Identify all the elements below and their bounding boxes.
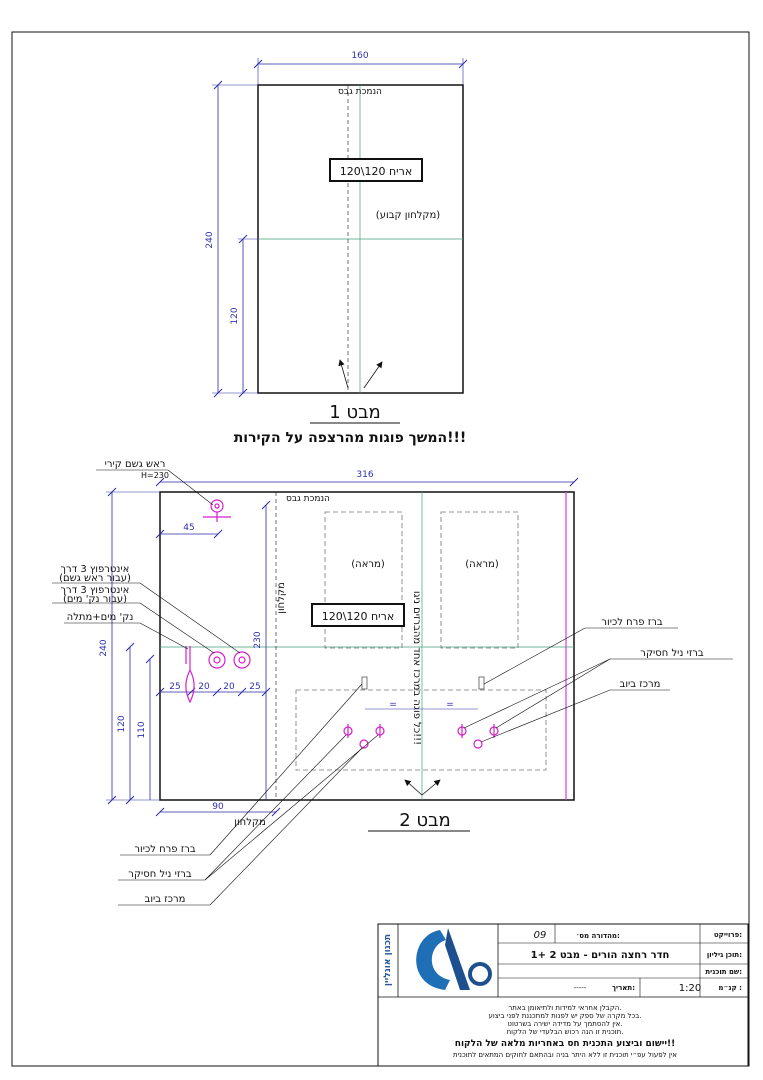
view1-dim-height: 240 bbox=[205, 231, 215, 249]
tb-date-value: ----- bbox=[573, 984, 587, 992]
tb-scale-label: קנ״מ : bbox=[718, 984, 742, 992]
view2-dim-height: 240 bbox=[99, 639, 109, 657]
view2-title: מבט 2 bbox=[399, 810, 451, 831]
view2-dim-110: 110 bbox=[137, 721, 147, 739]
view2-dim-230: 230 bbox=[253, 631, 263, 649]
tb-note-bold: יישום וביצוע התכנית חס באחריות מלאה של הלקוח!! bbox=[454, 1039, 676, 1049]
callout-angle-left: ברזי ניל חסיקר bbox=[128, 869, 192, 880]
title-block bbox=[378, 924, 748, 1066]
sheet-border bbox=[12, 32, 749, 1066]
view2-dim-20b: 20 bbox=[223, 682, 235, 692]
view2-shower-vertical: מקלחון bbox=[276, 582, 287, 614]
view2-dim-90: 90 bbox=[212, 802, 224, 812]
faucet-left-symbol bbox=[362, 677, 367, 689]
view2-dim-25a: 25 bbox=[169, 682, 181, 692]
callout-drain-right: מרכז ביוב bbox=[619, 679, 661, 690]
callout-intaflow2-a: אינטרפוץ 3 דרך bbox=[60, 585, 130, 596]
view1-ceiling-label: הנמכת גבס bbox=[338, 87, 382, 97]
view1-subtitle: המשך פוגות מהרצפה על הקירות!!! bbox=[233, 430, 467, 446]
callout-faucet-left: ברז פרח לכיור bbox=[134, 844, 196, 855]
view2-wall-outline bbox=[160, 492, 574, 800]
rain-head-symbol bbox=[203, 500, 231, 522]
view1-title: מבט 1 bbox=[329, 402, 381, 423]
view1-dim-width: 160 bbox=[351, 51, 369, 61]
callout-rain-head: ראש גשם קירי bbox=[104, 459, 166, 470]
view2-dim-45: 45 bbox=[183, 523, 195, 533]
view2-dim-20a: 20 bbox=[198, 682, 210, 692]
faucet-right-symbol bbox=[479, 677, 484, 689]
view-1 bbox=[205, 51, 467, 446]
view2-eq-right: = bbox=[446, 700, 454, 710]
tb-sheet-label: תוכן גיליון: bbox=[706, 951, 742, 959]
tb-project-label: פרוייקט: bbox=[713, 931, 742, 939]
view2-shower-bottom: מקלחון bbox=[234, 817, 266, 828]
tb-note-1: בכל מקרה של ספק יש לפנות למתכננת לפני ביצוע. bbox=[488, 1012, 642, 1020]
view1-dim-height-partial: 120 bbox=[230, 307, 240, 325]
callout-angle-right: ברזי ניל חסיקר bbox=[640, 648, 704, 659]
view2-eq-left: = bbox=[389, 700, 397, 710]
callout-intaflow1-a: אינטרפוץ 3 דרך bbox=[60, 564, 130, 575]
view1-shower-label: (מקלחון קבוע) bbox=[375, 210, 441, 221]
callout-rain-head-height: H=230 bbox=[141, 471, 169, 480]
mirror-right bbox=[441, 512, 518, 648]
callout-intaflow2-b: (עבור נק' מים) bbox=[62, 594, 128, 605]
mirror-right-label: (מראה) bbox=[465, 559, 499, 570]
view2-dim-120: 120 bbox=[117, 715, 127, 733]
callout-water-point: נק' מים+מתלה bbox=[66, 612, 134, 623]
view-2 bbox=[52, 459, 733, 905]
mirror-left-label: (מראה) bbox=[351, 559, 385, 570]
mirror-left bbox=[325, 512, 402, 648]
tb-sheet-value: חדר רחצה הורים - מבט 2 +1 bbox=[530, 950, 670, 961]
view1-tile-label: אריח 120\120 bbox=[339, 165, 413, 178]
tb-date-label: תאריך: bbox=[611, 984, 635, 992]
view2-ceiling-label: הנמכת גבס bbox=[286, 494, 330, 504]
tb-note-0: הקבלן אחראי למידות ולתיאומן באתר. bbox=[508, 1004, 622, 1012]
tb-note-2: אין להסתמך על מדידה ישירה בשרטוט. bbox=[507, 1020, 623, 1028]
logo-vertical-text: תכנון אונליין bbox=[383, 933, 393, 987]
tb-revision-label: מהדורה מס׳: bbox=[576, 932, 620, 940]
callout-drain-left: מרכז ביוב bbox=[144, 894, 186, 905]
tb-note-3: תוכנית זו הנה רכוש הבלעדי של הלקוח. bbox=[506, 1028, 624, 1036]
tb-revision-value: 09 bbox=[533, 930, 547, 941]
tb-note-last: אין לפעול עפ״י תוכנית זו ללא היתר בניה ובהתאם לחוקים המתאים לתוכנית bbox=[453, 1051, 677, 1059]
tb-drawing-name-label: שם תוכנית: bbox=[705, 968, 742, 976]
callout-intaflow1-b: (עבור ראש גשם) bbox=[59, 573, 131, 584]
view2-center-note: כל פוגה במרכז אחד מהברזים ניגו!!! bbox=[411, 590, 422, 746]
view2-dim-width: 316 bbox=[356, 470, 374, 480]
callout-faucet-right: ברז פרח לכיור bbox=[601, 617, 663, 628]
tb-scale-value: 1:20 bbox=[678, 983, 702, 994]
view2-tile-label: אריח 120\120 bbox=[321, 610, 395, 623]
view2-dim-25b: 25 bbox=[249, 682, 261, 692]
